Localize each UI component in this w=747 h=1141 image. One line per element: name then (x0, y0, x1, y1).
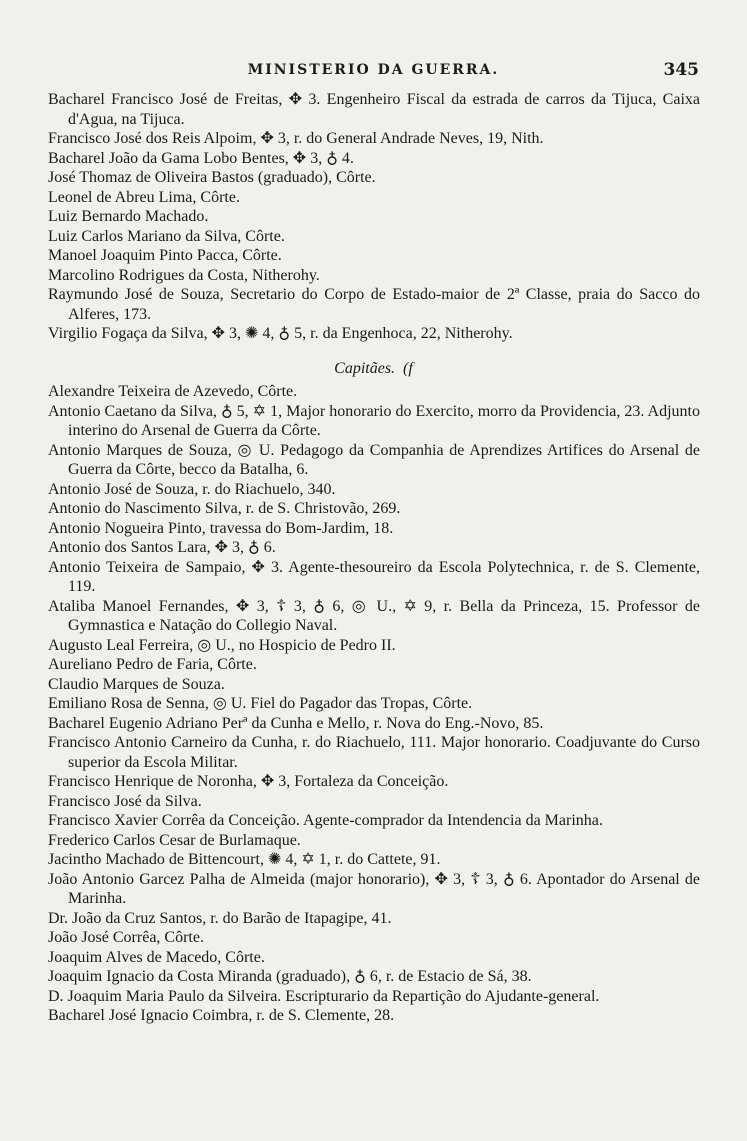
page-header-title: MINISTERIO DA GUERRA. (247, 62, 500, 78)
list-entry: Claudio Marques de Souza. (48, 675, 225, 693)
list-entry: Alexandre Teixeira de Azevedo, Côrte. (48, 383, 298, 400)
list-entry: Francisco José da Silva. (48, 792, 202, 810)
list-entry: Augusto Leal Ferreira, ◎ U., no Hospicio de Pedro II. (48, 636, 396, 654)
list-entry: João José Corrêa, Côrte. (48, 929, 204, 946)
section-heading-text: Capitães. (334, 360, 396, 377)
list-entry: Antonio do Nascimento Silva, r. de S. Christovão, 269. (48, 500, 401, 517)
list-entry: Leonel de Abreu Lima, Côrte. (48, 188, 240, 206)
list-entry: Dr. João da Cruz Santos, r. do Barão de Itapagipe, 41. (48, 909, 392, 927)
list-entry: Antonio Marques de Souza, ◎ U. Pedagogo da Companhia de Aprendizes Artifices do Arsenal de Guerra da Côrte, becco da Batalha, 6. (48, 441, 700, 478)
list-entry: Antonio Nogueira Pinto, travessa do Bom-Jardim, 18. (48, 519, 394, 537)
list-entry: Joaquim Ignacio da Costa Miranda (graduado), ♁ 6, r. de Estacio de Sá, 38. (48, 968, 532, 985)
section-heading-capitaes (0, 360, 747, 378)
list-entry: Francisco José dos Reis Alpoim, ✥ 3, r. do General Andrade Neves, 19, Nith. (48, 130, 544, 147)
list-entry: Joaquim Alves de Macedo, Côrte. (48, 948, 265, 966)
list-entry: Ataliba Manoel Fernandes, ✥ 3, ☦ 3, ♁ 6, ◎ U., ✡ 9, r. Bella da Princeza, 15. Professor de Gymnastica e Natação do Collegio Naval. (48, 597, 700, 634)
list-entry: Virgilio Fogaça da Silva, ✥ 3, ✺ 4, ♁ 5, r. da Engenhoca, 22, Nitherohy. (48, 325, 513, 342)
list-entry: Antonio José de Souza, r. do Riachuelo, 340. (48, 480, 336, 498)
list-entry: Manoel Joaquim Pinto Pacca, Côrte. (48, 247, 282, 264)
list-entry: Emiliano Rosa de Senna, ◎ U. Fiel do Pagador das Tropas, Côrte. (48, 695, 473, 712)
list-entry: Raymundo José de Souza, Secretario do Corpo de Estado-maior de 2ª Classe, praia do Sacco do Alferes, 173. (48, 286, 700, 323)
list-entry: Francisco Antonio Carneiro da Cunha, r. do Riachuelo, 111. Major honorario. Coadjuvante do Curso superior da Escola Militar. (48, 734, 700, 771)
list-entry: Frederico Carlos Cesar de Burlamaque. (48, 831, 301, 849)
list-entry: Aureliano Pedro de Faria, Côrte. (48, 656, 257, 673)
list-entry: Bacharel Eugenio Adriano Perª da Cunha e Mello, r. Nova do Eng.-Novo, 85. (48, 714, 544, 732)
list-entry: Luiz Bernardo Machado. (48, 208, 209, 225)
list-entry: Francisco Henrique de Noronha, ✥ 3, Fortaleza da Conceição. (48, 773, 449, 790)
list-entry: Bacharel Francisco José de Freitas, ✥ 3. Engenheiro Fiscal da estrada de carros da Tijuca, Caixa d'Agua, na Tijuca. (48, 91, 700, 128)
capitaes-list (48, 382, 700, 1026)
section-heading-note: (f (403, 360, 413, 377)
list-entry: João Antonio Garcez Palha de Almeida (major honorario), ✥ 3, ☦ 3, ♁ 6. Apontador do Arsenal de Marinha. (48, 870, 700, 907)
list-entry: D. Joaquim Maria Paulo da Silveira. Escripturario da Repartição do Ajudante-general. (48, 987, 600, 1005)
list-entry: Francisco Xavier Corrêa da Conceição. Agente-comprador da Intendencia da Marinha. (48, 812, 603, 829)
list-entry: Luiz Carlos Mariano da Silva, Côrte. (48, 227, 285, 245)
list-entry: Bacharel João da Gama Lobo Bentes, ✥ 3, ♁ 4. (48, 149, 354, 167)
officer-list-continued (48, 90, 700, 344)
list-entry: José Thomaz de Oliveira Bastos (graduado), Côrte. (48, 169, 376, 186)
list-entry: Jacintho Machado de Bittencourt, ✺ 4, ✡ 1, r. do Cattete, 91. (48, 851, 441, 868)
list-entry: Antonio Teixeira de Sampaio, ✥ 3. Agente-thesoureiro da Escola Polytechnica, r. de S. Clemente, 119. (48, 558, 700, 595)
list-entry: Bacharel José Ignacio Coimbra, r. de S. Clemente, 28. (48, 1007, 395, 1024)
list-entry: Antonio Caetano da Silva, ♁ 5, ✡ 1, Major honorario do Exercito, morro da Providencia, 23. Adjunto interino do Arsenal de Guerra da Côrte. (48, 402, 700, 439)
list-entry: Marcolino Rodrigues da Costa, Nitherohy. (48, 266, 320, 284)
page-number: 345 (663, 60, 699, 80)
list-entry: Antonio dos Santos Lara, ✥ 3, ♁ 6. (48, 539, 276, 556)
